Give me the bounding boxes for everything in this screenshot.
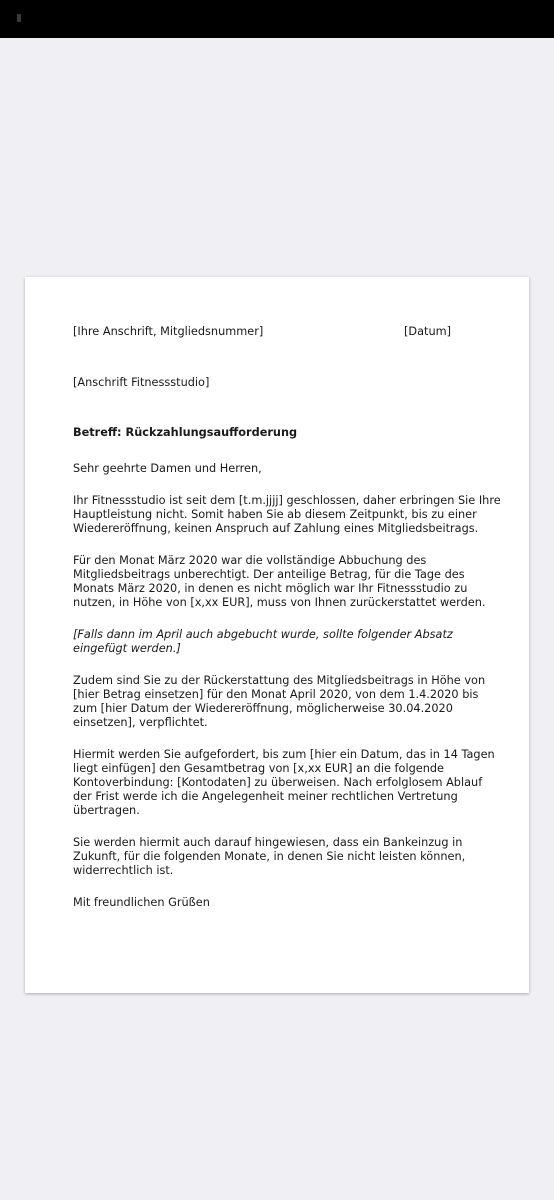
paragraph-closure: Ihr Fitnessstudio ist seit dem [t.m.jjjj] geschlossen, daher erbringen Sie Ihre Hauptleistung nicht. Somit haben Sie ab diesem Zeitpunkt, bis zu einer Wiedereröffnung, keinen Anspruch auf Zahlung eines Mitgliedsbeitrags. [73, 494, 501, 535]
paragraph-april-note: [Falls dann im April auch abgebucht wurde, sollte folgender Absatz eingefügt werden.] [73, 628, 453, 655]
letter-subject: Betreff: Rückzahlungsaufforderung [73, 426, 298, 439]
letter-content [73, 325, 503, 910]
paragraph-direct-debit-notice: Sie werden hiermit auch darauf hingewiesen, dass ein Bankeinzug in Zukunft, für die folgenden Monate, in denen Sie nicht leisten können, widerrechtlich ist. [73, 836, 466, 877]
paragraph-march-refund: Für den Monat März 2020 war die vollständige Abbuchung des Mitgliedsbeitrags unberechtigt. Der anteilige Betrag, für die Tage des Monats März 2020, in denen es nicht möglich war Ihr Fitnessstudio zu nutzen, in Höhe von [x,xx EUR], muss von Ihnen zurückerstattet werden. [73, 554, 486, 609]
status-bar [0, 0, 554, 38]
sender-address: [Ihre Anschrift, Mitgliedsnummer] [73, 325, 264, 338]
status-indicator-icon [17, 14, 21, 22]
letter-header [73, 325, 503, 339]
letter-page [25, 277, 529, 993]
paragraph-payment-demand: Hiermit werden Sie aufgefordert, bis zum [hier ein Datum, das in 14 Tagen liegt einfügen] den Gesamtbetrag von [x,xx EUR] an die folgende Kontoverbindung: [Kontodaten] zu überweisen. Nach erfolglosem Ablauf der Frist werde ich die Angelegenheit meiner rechtlichen Vertretung übertragen. [73, 748, 495, 817]
letter-salutation: Sehr geehrte Damen und Herren, [73, 462, 262, 475]
letter-closing: Mit freundlichen Grüßen [73, 896, 210, 909]
recipient-address: [Anschrift Fitnessstudio] [73, 376, 210, 389]
letter-date: [Datum] [404, 325, 452, 338]
paragraph-april-refund: Zudem sind Sie zu der Rückerstattung des Mitgliedsbeitrags in Höhe von [hier Betrag einsetzen] für den Monat April 2020, von dem 1.4.2020 bis zum [hier Datum der Wiedereröffnung, möglicherweise 30.04.2020 einsetzen], verpflichtet. [73, 674, 486, 729]
